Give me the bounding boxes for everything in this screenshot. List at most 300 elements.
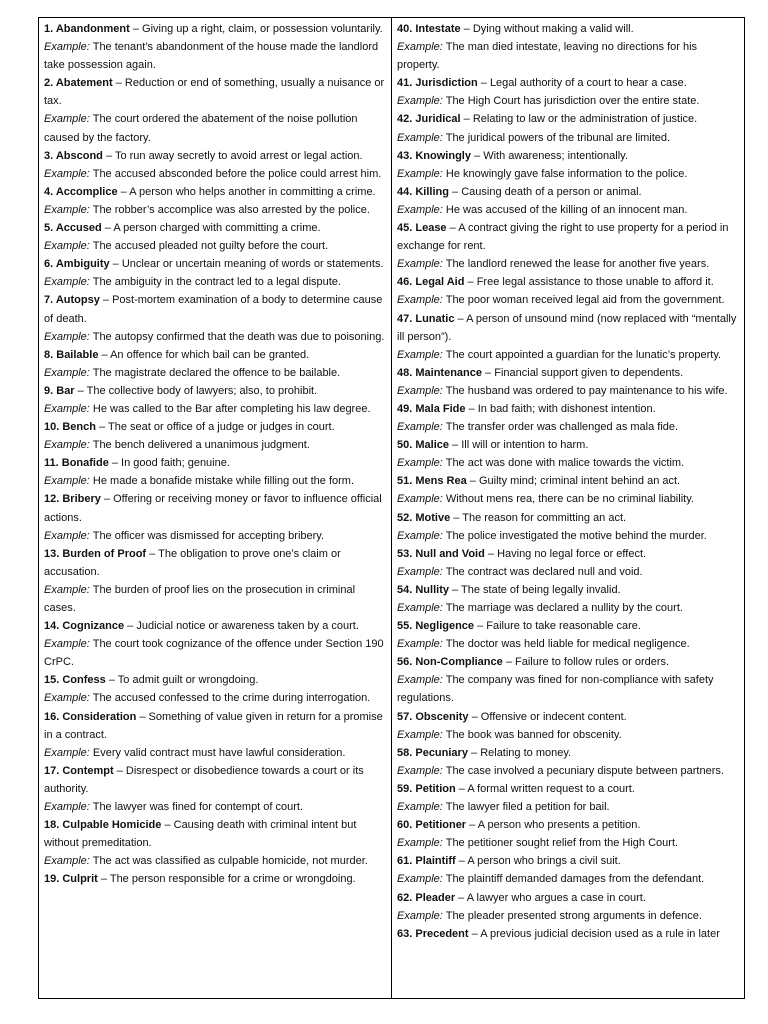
example-label: Example: bbox=[44, 583, 90, 596]
entry-term-text: Plaintiff bbox=[415, 855, 456, 868]
glossary-entry bbox=[44, 762, 387, 816]
entry-term-text: Autopsy bbox=[55, 294, 100, 307]
glossary-entry bbox=[397, 581, 740, 617]
example-label: Example: bbox=[397, 529, 443, 542]
entry-definition: The state of being legally invalid. bbox=[461, 583, 621, 596]
entry-number: 53. bbox=[397, 547, 413, 560]
glossary-entry bbox=[397, 617, 740, 653]
example-label: Example: bbox=[44, 638, 90, 651]
entry-term bbox=[397, 819, 466, 831]
entry-example-line bbox=[44, 798, 387, 816]
entry-term bbox=[397, 747, 468, 759]
entry-definition-line bbox=[397, 925, 740, 943]
entry-example-line bbox=[397, 346, 740, 364]
entry-definition: The obligation to prove one’s claim or accusation. bbox=[44, 547, 341, 578]
entry-dash: – bbox=[129, 23, 143, 35]
entry-example: The petitioner sought relief from the High Court. bbox=[445, 837, 679, 850]
entry-example-line bbox=[397, 870, 740, 888]
entry-example: Every valid contract must have lawful consideration. bbox=[92, 746, 346, 759]
entry-example-line bbox=[397, 635, 740, 653]
entry-term bbox=[44, 222, 102, 234]
entry-example-line bbox=[397, 201, 740, 219]
glossary-entry bbox=[397, 889, 740, 925]
entry-term bbox=[44, 258, 110, 270]
example-label: Example: bbox=[44, 529, 90, 542]
entry-number: 5. bbox=[44, 222, 54, 235]
entry-definition-line bbox=[397, 364, 740, 382]
entry-term-text: Precedent bbox=[415, 927, 469, 940]
entry-number: 44. bbox=[397, 185, 413, 198]
entry-number: 14. bbox=[44, 620, 60, 633]
entry-term-text: Accomplice bbox=[55, 185, 118, 198]
entry-example: The court appointed a guardian for the lunatic’s property. bbox=[445, 348, 722, 361]
entry-number: 55. bbox=[397, 620, 413, 633]
entry-number: 18. bbox=[44, 819, 60, 832]
entry-number: 49. bbox=[397, 402, 413, 415]
entry-term bbox=[44, 457, 109, 469]
entry-definition: In bad faith; with dishonest intention. bbox=[477, 402, 656, 415]
entry-example: The act was classified as culpable homicide, not murder. bbox=[92, 855, 368, 868]
entry-number: 58. bbox=[397, 746, 413, 759]
entry-term-text: Bar bbox=[56, 384, 75, 397]
glossary-entry bbox=[44, 147, 387, 183]
entry-term bbox=[397, 783, 456, 795]
entry-definition: Failure to follow rules or orders. bbox=[515, 656, 670, 669]
entry-term-text: Lease bbox=[415, 222, 447, 235]
glossary-entry bbox=[397, 74, 740, 110]
example-label: Example: bbox=[44, 276, 90, 289]
entry-definition: Having no legal force or effect. bbox=[497, 547, 647, 560]
entry-term-text: Abandonment bbox=[55, 23, 130, 35]
entry-term bbox=[44, 385, 75, 397]
glossary-entry bbox=[397, 708, 740, 744]
entry-term-text: Motive bbox=[415, 511, 451, 524]
entry-example-line bbox=[44, 201, 387, 219]
example-label: Example: bbox=[397, 348, 443, 361]
entry-term bbox=[397, 23, 461, 35]
entry-example-line bbox=[44, 273, 387, 291]
entry-term bbox=[44, 674, 106, 686]
entry-example: The man died intestate, leaving no directions for his property. bbox=[397, 41, 698, 72]
entry-dash: – bbox=[99, 294, 113, 307]
entry-definition-line bbox=[397, 581, 740, 599]
entry-example-line bbox=[44, 689, 387, 707]
entry-number: 9. bbox=[44, 384, 54, 397]
entry-definition: Ill will or intention to harm. bbox=[461, 439, 589, 452]
entry-example-line bbox=[397, 129, 740, 147]
entry-term-text: Maintenance bbox=[415, 366, 482, 379]
entry-example-line bbox=[44, 436, 387, 454]
entry-example: The lawyer filed a petition for bail. bbox=[445, 801, 610, 814]
example-label: Example: bbox=[397, 131, 443, 144]
example-label: Example: bbox=[397, 95, 443, 108]
entry-term-text: Jurisdiction bbox=[415, 77, 478, 90]
glossary-entry bbox=[44, 20, 387, 74]
entry-definition-line bbox=[397, 20, 740, 38]
entry-example-line bbox=[397, 165, 740, 183]
entry-example-line bbox=[397, 418, 740, 436]
example-label: Example: bbox=[397, 638, 443, 651]
entry-definition: A person who presents a petition. bbox=[477, 819, 641, 832]
entry-definition-line bbox=[397, 653, 740, 671]
entry-definition-line bbox=[397, 183, 740, 201]
glossary-column-right bbox=[392, 18, 744, 998]
entry-example: The pleader presented strong arguments in defence. bbox=[445, 909, 702, 922]
entry-example: The contract was declared null and void. bbox=[445, 565, 643, 578]
example-label: Example: bbox=[44, 167, 90, 180]
entry-example-line bbox=[44, 581, 387, 617]
glossary-entry bbox=[44, 617, 387, 671]
entry-number: 63. bbox=[397, 927, 413, 940]
entry-example: The transfer order was challenged as mala fide. bbox=[445, 421, 679, 434]
entry-example: The poor woman received legal aid from the government. bbox=[445, 294, 725, 307]
entry-definition: Giving up a right, claim, or possession voluntarily. bbox=[142, 23, 383, 35]
example-label: Example: bbox=[44, 203, 90, 216]
entry-term bbox=[44, 765, 114, 777]
entry-example: The company was fined for non-compliance with safety regulations. bbox=[397, 674, 714, 705]
example-label: Example: bbox=[397, 602, 443, 614]
entry-definition-line bbox=[397, 147, 740, 165]
glossary-entry bbox=[44, 671, 387, 707]
entry-dash: – bbox=[109, 258, 122, 271]
example-label: Example: bbox=[397, 801, 443, 814]
entry-number: 2. bbox=[44, 77, 54, 90]
entry-example: The case involved a pecuniary dispute between partners. bbox=[445, 764, 724, 777]
entry-dash: – bbox=[448, 583, 462, 596]
glossary-entry bbox=[44, 382, 387, 418]
entry-example: The High Court has jurisdiction over the entire state. bbox=[445, 95, 700, 108]
entry-term-text: Obscenity bbox=[415, 710, 469, 723]
entry-example-line bbox=[397, 255, 740, 273]
entry-number: 57. bbox=[397, 710, 413, 723]
entry-definition-line bbox=[397, 310, 740, 346]
entry-number: 48. bbox=[397, 366, 413, 379]
entry-definition: A person who helps another in committing a crime. bbox=[129, 185, 376, 198]
entry-example: He made a bonafide mistake while filling out the form. bbox=[92, 475, 354, 488]
example-label: Example: bbox=[44, 746, 90, 759]
entry-dash: – bbox=[455, 782, 468, 795]
example-label: Example: bbox=[397, 909, 443, 922]
entry-definition: Post-mortem examination of a body to determine cause of death. bbox=[44, 294, 383, 325]
glossary-column-left bbox=[39, 18, 392, 998]
entry-term bbox=[397, 367, 482, 379]
entry-definition: The collective body of lawyers; also, to prohibit. bbox=[86, 384, 318, 397]
entry-definition-line bbox=[397, 889, 740, 907]
entry-term-text: Abscond bbox=[55, 149, 103, 162]
example-label: Example: bbox=[397, 493, 443, 506]
glossary-entry bbox=[397, 400, 740, 436]
example-label: Example: bbox=[397, 294, 443, 307]
entry-number: 19. bbox=[44, 873, 60, 886]
entry-dash: – bbox=[161, 819, 174, 832]
entry-number: 7. bbox=[44, 294, 54, 307]
glossary-entry bbox=[397, 219, 740, 273]
entry-definition: Relating to law or the administration of justice. bbox=[472, 113, 698, 126]
glossary-entry bbox=[44, 418, 387, 454]
example-label: Example: bbox=[44, 113, 90, 126]
entry-example: The husband was ordered to pay maintenance to his wife. bbox=[445, 384, 728, 397]
entry-term-text: Consideration bbox=[62, 710, 137, 723]
entry-term-text: Accused bbox=[55, 222, 102, 235]
entry-definition: A lawyer who argues a case in court. bbox=[466, 891, 646, 904]
example-label: Example: bbox=[44, 41, 90, 54]
entry-term bbox=[397, 222, 447, 234]
entry-term bbox=[397, 928, 469, 940]
entry-term-text: Juridical bbox=[415, 113, 461, 126]
entry-definition: An offence for which bail can be granted. bbox=[110, 348, 310, 361]
entry-definition-line bbox=[397, 219, 740, 255]
entry-number: 60. bbox=[397, 819, 413, 832]
entry-example-line bbox=[397, 907, 740, 925]
entry-example-line bbox=[44, 527, 387, 545]
entry-dash: – bbox=[467, 746, 481, 759]
entry-example-line bbox=[44, 364, 387, 382]
entry-term-text: Knowingly bbox=[415, 149, 471, 162]
entry-number: 54. bbox=[397, 583, 413, 596]
glossary-entry bbox=[397, 852, 740, 888]
example-label: Example: bbox=[397, 203, 443, 216]
example-label: Example: bbox=[397, 258, 443, 271]
entry-dash: – bbox=[101, 222, 114, 235]
entry-definition-line bbox=[44, 816, 387, 852]
entry-definition: Dying without making a valid will. bbox=[472, 23, 634, 35]
entry-term-text: Bailable bbox=[56, 348, 99, 361]
entry-term-text: Bench bbox=[62, 421, 96, 434]
example-label: Example: bbox=[44, 692, 90, 705]
entry-term-text: Contempt bbox=[62, 764, 114, 777]
entry-number: 13. bbox=[44, 547, 60, 560]
entry-example-line bbox=[44, 38, 387, 74]
example-label: Example: bbox=[397, 384, 443, 397]
entry-number: 12. bbox=[44, 493, 60, 506]
entry-number: 8. bbox=[44, 348, 54, 361]
example-label: Example: bbox=[397, 457, 443, 470]
glossary-entry bbox=[397, 20, 740, 74]
entry-dash: – bbox=[108, 457, 122, 470]
entry-term-text: Null and Void bbox=[415, 547, 485, 560]
glossary-entry bbox=[397, 472, 740, 508]
entry-dash: – bbox=[74, 384, 87, 397]
entry-definition: To run away secretly to avoid arrest or legal action. bbox=[114, 149, 363, 162]
entry-term bbox=[397, 711, 469, 723]
entry-definition: In good faith; genuine. bbox=[121, 457, 230, 470]
glossary-entry bbox=[44, 708, 387, 762]
entry-term-text: Petition bbox=[415, 782, 456, 795]
entry-definition: Unclear or uncertain meaning of words or statements. bbox=[121, 258, 384, 271]
entry-dash: – bbox=[477, 77, 490, 90]
glossary-entry bbox=[397, 436, 740, 472]
entry-dash: – bbox=[468, 927, 481, 940]
entry-example: The plaintiff demanded damages from the defendant. bbox=[445, 873, 705, 886]
entry-definition-line bbox=[397, 545, 740, 563]
entry-example: The court took cognizance of the offence under Section 190 CrPC. bbox=[44, 638, 384, 669]
entry-example: The bench delivered a unanimous judgment. bbox=[92, 439, 310, 452]
entry-term-text: Malice bbox=[415, 439, 449, 452]
glossary-entry bbox=[397, 364, 740, 400]
entry-term bbox=[44, 493, 101, 505]
entry-definition-line bbox=[397, 617, 740, 635]
entry-definition: The person responsible for a crime or wrongdoing. bbox=[109, 873, 356, 886]
glossary-entry bbox=[397, 110, 740, 146]
example-label: Example: bbox=[44, 330, 90, 343]
entry-definition-line bbox=[44, 490, 387, 526]
entry-definition-line bbox=[44, 762, 387, 798]
glossary-entry bbox=[397, 183, 740, 219]
glossary-entry bbox=[44, 291, 387, 345]
entry-example: The magistrate declared the offence to be bailable. bbox=[92, 366, 341, 379]
entry-term-text: Negligence bbox=[415, 620, 475, 633]
entry-definition: Causing death with criminal intent but without premeditation. bbox=[44, 819, 357, 850]
entry-definition-line bbox=[44, 382, 387, 400]
entry-definition: Judicial notice or awareness taken by a court. bbox=[136, 620, 359, 633]
entry-example: The burden of proof lies on the prosecution in criminal cases. bbox=[44, 583, 356, 614]
entry-dash: – bbox=[482, 366, 495, 379]
glossary-entry bbox=[397, 545, 740, 581]
entry-definition-line bbox=[44, 418, 387, 436]
entry-example: The juridical powers of the tribunal are limited. bbox=[445, 131, 671, 144]
example-label: Example: bbox=[44, 855, 90, 868]
entry-number: 17. bbox=[44, 764, 60, 777]
entry-example-line bbox=[397, 563, 740, 581]
entry-definition-line bbox=[397, 509, 740, 527]
entry-definition-line bbox=[44, 20, 387, 38]
entry-term bbox=[44, 77, 113, 89]
entry-example-line bbox=[397, 671, 740, 707]
entry-example-line bbox=[397, 762, 740, 780]
entry-term bbox=[397, 656, 503, 668]
glossary-entry bbox=[44, 870, 387, 888]
entry-example-line bbox=[44, 328, 387, 346]
entry-dash: – bbox=[460, 113, 473, 126]
entry-term bbox=[397, 403, 465, 415]
entry-number: 61. bbox=[397, 855, 413, 868]
example-label: Example: bbox=[397, 764, 443, 777]
entry-dash: – bbox=[105, 674, 118, 687]
entry-example-line bbox=[44, 110, 387, 146]
example-label: Example: bbox=[44, 801, 90, 814]
entry-term bbox=[397, 186, 449, 198]
entry-dash: – bbox=[455, 855, 468, 868]
entry-example-line bbox=[397, 490, 740, 508]
entry-example: He was called to the Bar after completing his law degree. bbox=[92, 402, 371, 415]
entry-number: 10. bbox=[44, 421, 60, 434]
entry-term bbox=[44, 711, 136, 723]
entry-example-line bbox=[44, 744, 387, 762]
entry-dash: – bbox=[450, 511, 463, 524]
entry-definition-line bbox=[397, 744, 740, 762]
glossary-entry bbox=[397, 273, 740, 309]
entry-number: 40. bbox=[397, 23, 413, 35]
entry-example: The autopsy confirmed that the death was due to poisoning. bbox=[92, 330, 385, 343]
entry-example: The act was done with malice towards the victim. bbox=[445, 457, 685, 470]
example-label: Example: bbox=[44, 475, 90, 488]
entry-dash: – bbox=[112, 77, 125, 90]
entry-definition: Offering or receiving money or favor to influence official actions. bbox=[44, 493, 382, 524]
example-label: Example: bbox=[44, 240, 90, 253]
entry-definition-line bbox=[397, 74, 740, 92]
entry-number: 51. bbox=[397, 475, 413, 488]
entry-dash: – bbox=[446, 222, 459, 235]
glossary-entry bbox=[44, 545, 387, 617]
glossary-entry bbox=[397, 816, 740, 852]
entry-number: 47. bbox=[397, 312, 413, 325]
entry-term bbox=[397, 113, 461, 125]
entry-definition: A previous judicial decision used as a rule in later bbox=[480, 927, 720, 940]
entry-definition-line bbox=[44, 255, 387, 273]
entry-term-text: Petitioner bbox=[415, 819, 467, 832]
entry-example-line bbox=[397, 454, 740, 472]
entry-term-text: Intestate bbox=[415, 23, 461, 35]
entry-definition-line bbox=[44, 291, 387, 327]
entry-term-text: Cognizance bbox=[62, 620, 125, 633]
entry-example: The marriage was declared a nullity by the court. bbox=[445, 602, 683, 614]
entry-term-text: Mens Rea bbox=[415, 475, 467, 488]
entry-example-line bbox=[397, 291, 740, 309]
entry-definition-line bbox=[44, 219, 387, 237]
entry-example: The book was banned for obscenity. bbox=[445, 728, 622, 741]
entry-example: Without mens rea, there can be no criminal liability. bbox=[445, 493, 694, 506]
entry-definition-line bbox=[397, 708, 740, 726]
entry-dash: – bbox=[124, 620, 137, 633]
entry-term bbox=[397, 150, 471, 162]
entry-number: 4. bbox=[44, 185, 54, 198]
entry-term-text: Non-Compliance bbox=[415, 656, 503, 669]
entry-number: 16. bbox=[44, 710, 60, 723]
entry-definition: Legal authority of a court to hear a case. bbox=[489, 77, 687, 90]
glossary-entry bbox=[397, 147, 740, 183]
entry-example-line bbox=[44, 472, 387, 490]
example-label: Example: bbox=[397, 421, 443, 434]
entry-number: 41. bbox=[397, 77, 413, 90]
entry-dash: – bbox=[146, 547, 159, 560]
example-label: Example: bbox=[44, 439, 90, 452]
entry-example: The robber’s accomplice was also arrested by the police. bbox=[92, 203, 370, 216]
entry-definition-line bbox=[44, 346, 387, 364]
entry-term bbox=[44, 548, 146, 560]
entry-example: The court ordered the abatement of the noise pollution caused by the factory. bbox=[44, 113, 358, 144]
example-label: Example: bbox=[397, 728, 443, 741]
entry-term bbox=[397, 313, 454, 325]
entry-example: The lawyer was fined for contempt of court. bbox=[92, 801, 304, 814]
entry-definition-line bbox=[44, 74, 387, 110]
entry-example: The ambiguity in the contract led to a legal dispute. bbox=[92, 276, 341, 289]
entry-term bbox=[397, 892, 455, 904]
entry-dash: – bbox=[468, 710, 481, 723]
entry-definition: A person of unsound mind (now replaced with “mentally ill person”). bbox=[397, 312, 737, 343]
entry-definition: A contract giving the right to use property for a period in exchange for rent. bbox=[397, 222, 729, 253]
entry-example-line bbox=[44, 165, 387, 183]
entry-number: 6. bbox=[44, 258, 54, 271]
entry-term-text: Ambiguity bbox=[55, 258, 110, 271]
entry-number: 1. bbox=[44, 23, 54, 35]
entry-term-text: Pecuniary bbox=[415, 746, 468, 759]
entry-definition: The reason for committing an act. bbox=[462, 511, 627, 524]
entry-definition-line bbox=[397, 110, 740, 128]
entry-definition: Free legal assistance to those unable to afford it. bbox=[476, 276, 714, 289]
entry-term-text: Confess bbox=[62, 674, 106, 687]
entry-number: 11. bbox=[44, 457, 59, 470]
entry-term bbox=[397, 584, 449, 596]
entry-term bbox=[44, 23, 130, 35]
entry-definition-line bbox=[397, 852, 740, 870]
glossary-entry bbox=[44, 816, 387, 870]
entry-dash: – bbox=[465, 402, 478, 415]
entry-term-text: Burden of Proof bbox=[62, 547, 147, 560]
entry-definition-line bbox=[44, 545, 387, 581]
glossary-entry bbox=[44, 454, 387, 490]
entry-example-line bbox=[44, 400, 387, 418]
glossary-entry bbox=[44, 74, 387, 146]
